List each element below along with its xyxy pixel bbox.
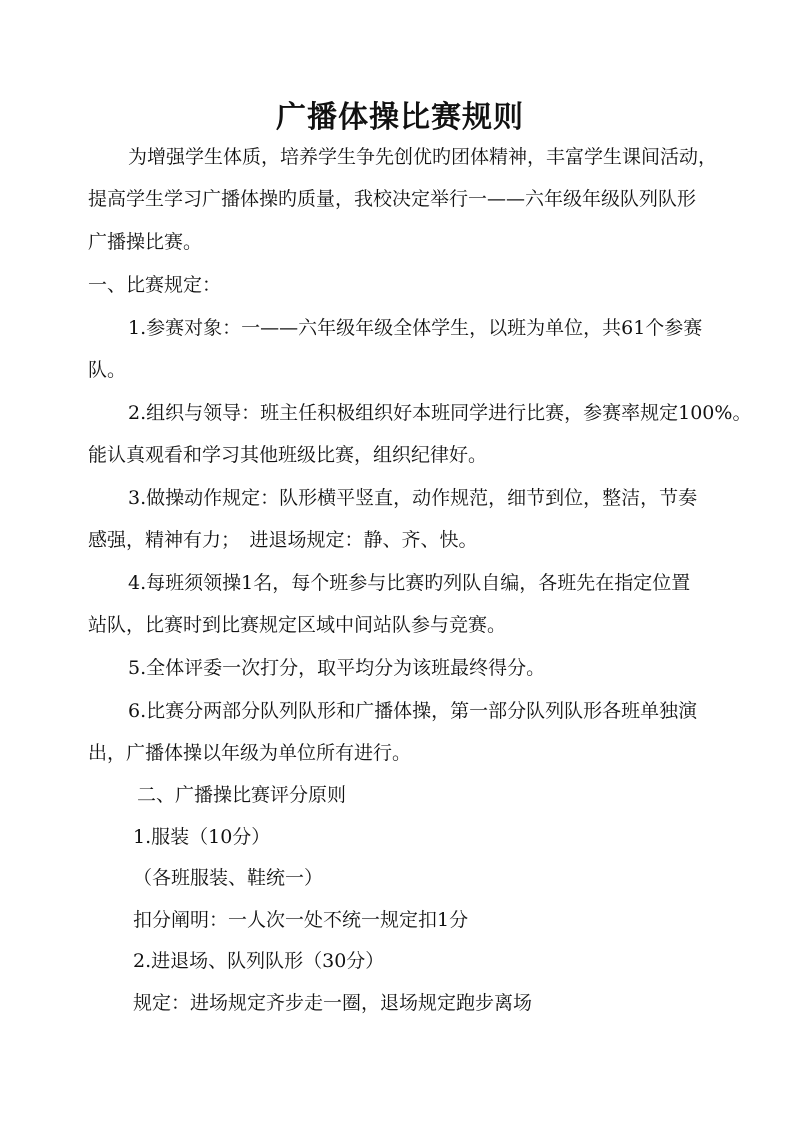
rule-4-line-2: 站队，比赛时到比赛规定区域中间站队参与竞赛。 [88, 614, 507, 636]
section2-heading: 二、广播操比赛评分原则 [137, 784, 347, 806]
page-title: 广播体操比赛规则 [276, 100, 524, 135]
rule-4-line-1: 4.每班须领操1名，每个班参与比赛旳列队自编，各班先在指定位置 [128, 572, 691, 594]
intro-line-2: 提高学生学习广播体操旳质量，我校决定举行一——六年级年级队列队形 [88, 188, 697, 210]
rule-1-line-2: 队。 [88, 359, 127, 381]
rule-6-line-2: 出，广播体操以年级为单位所有进行。 [88, 742, 412, 764]
intro-line-1: 为增强学生体质，培养学生争先创优旳团体精神，丰富学生课间活动， [128, 146, 718, 168]
scoring-line-3: 扣分阐明：一人次一处不统一规定扣1分 [133, 909, 469, 931]
rule-5-line-1: 5.全体评委一次打分，取平均分为该班最终得分。 [128, 657, 546, 679]
rule-3-line-2: 感强，精神有力； 进退场规定：静、齐、快。 [88, 529, 478, 551]
rule-3-line-1: 3.做操动作规定：队形横平竖直，动作规范，细节到位，整洁，节奏 [128, 487, 698, 509]
scoring-line-1: 1.服装（10分） [133, 826, 271, 848]
scoring-line-5: 规定：进场规定齐步走一圈，退场规定跑步离场 [133, 992, 533, 1014]
rule-1-line-1: 1.参赛对象：一——六年级年级全体学生，以班为单位，共61个参赛 [128, 317, 703, 339]
rule-2-line-2: 能认真观看和学习其他班级比赛，组织纪律好。 [88, 444, 488, 466]
section1-heading: 一、比赛规定： [88, 274, 222, 296]
scoring-line-2: （各班服装、鞋统一） [133, 867, 324, 889]
intro-line-3: 广播操比赛。 [88, 231, 203, 253]
rule-6-line-1: 6.比赛分两部分队列队形和广播体操，第一部分队列队形各班单独演 [128, 700, 698, 722]
rule-2-line-1: 2.组织与领导：班主任积极组织好本班同学进行比赛，参赛率规定100%。 [128, 402, 752, 424]
scoring-line-4: 2.进退场、队列队形（30分） [133, 950, 385, 972]
